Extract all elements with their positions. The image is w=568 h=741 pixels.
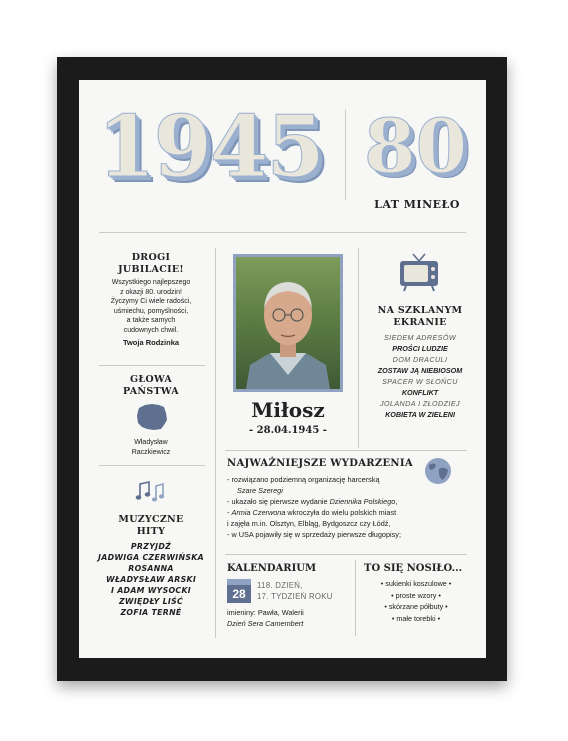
mid-rule-1 <box>225 450 467 451</box>
tv-show: SIEDEM ADRESÓW <box>383 333 457 342</box>
greeting-line: a także samych <box>126 317 176 324</box>
head-of-state-first-name: Władysław <box>134 439 168 446</box>
birth-date: - 28.04.1945 - <box>249 425 327 436</box>
tv-show: KONFLIKT <box>401 388 439 397</box>
greeting-text <box>95 278 207 335</box>
event-item: Szare Szeregi <box>237 486 283 495</box>
greeting-title-line2: JUBILACIE! <box>118 264 184 275</box>
event-item: - rozwiązano podziemną organizację harcerską <box>227 475 380 484</box>
greeting-line: Życzymy Ci wiele radości, <box>110 298 192 305</box>
calendar-day-number: 28 <box>227 585 251 603</box>
event-item: i zajęła m.in. Olsztyn, Elbląg, Bydgoszcz czy Łódź, <box>227 519 391 528</box>
person-name: Miłosz <box>251 398 325 422</box>
greeting-line: Wszystkiego najlepszego <box>111 279 191 286</box>
greeting-signature: Twoja Rodzinka <box>122 338 180 347</box>
head-of-state-title-line1: GŁOWA <box>129 374 173 385</box>
music-notes-icon <box>134 478 168 504</box>
music-title-line2: HITY <box>136 526 166 537</box>
left-rule-2 <box>99 465 205 466</box>
event-item: - Armia Czerwona wkroczyła do wielu polskich miast <box>227 508 397 517</box>
tv-title-line1: NA SZKLANYM <box>377 305 463 316</box>
music-hit: I ADAM WYSOCKI <box>111 586 191 595</box>
fashion-list <box>361 578 471 624</box>
events-list <box>227 474 467 540</box>
calendar-holiday: Dzień Sera Camembert <box>227 619 304 628</box>
fashion-item: • proste wzory • <box>391 590 441 600</box>
fashion-item: • skórzane półbuty • <box>384 602 448 611</box>
left-column-divider <box>215 248 216 638</box>
music-hit: PRZYJDŹ <box>130 542 172 551</box>
tv-icon <box>397 252 441 292</box>
greeting-line: uśmiechu, pomyślności, <box>113 307 189 315</box>
event-item: - w USA pojawiły się w sprzedaży pierwsze długopisy; <box>227 530 401 539</box>
music-hit: ZOFIA TERNÉ <box>120 608 182 617</box>
fashion-item: • małe torebki • <box>391 613 441 623</box>
poland-map-icon <box>135 402 169 432</box>
bottom-divider <box>355 560 356 636</box>
events-title: NAJWAŻNIEJSZE WYDARZENIA <box>227 458 413 469</box>
tv-show: KOBIETA W ZIELENI <box>385 410 455 419</box>
tv-shows-list <box>363 332 477 420</box>
year-heading: 1945 <box>97 97 323 196</box>
fashion-title: TO SIĘ NOSIŁO... <box>364 563 463 574</box>
years-passed-label: LAT MINEŁO <box>374 198 460 211</box>
tv-show: JOLANDA I ZŁODZIEJ <box>379 399 461 408</box>
left-rule-1 <box>99 365 205 366</box>
tv-show: PROŚCI LUDZIE <box>392 344 448 353</box>
music-hits-list <box>93 541 209 618</box>
music-hit: JADWIGA CZERWIŃSKA <box>98 553 204 562</box>
portrait-photo <box>233 254 343 392</box>
music-hit: ROSANNA <box>128 564 174 573</box>
calendar-icon <box>227 579 251 603</box>
event-item: - ukazało się pierwsze wydanie Dziennika Polskiego, <box>227 497 398 506</box>
tv-show: DOM DRACULI <box>392 355 448 364</box>
years-passed-number: 80 <box>364 104 467 190</box>
header-rule <box>99 232 466 233</box>
music-hit: WŁADYSŁAW ARSKI <box>105 575 197 584</box>
head-of-state-title-line2: PAŃSTWA <box>123 386 179 397</box>
header-divider <box>345 110 346 200</box>
tv-show: SPACER W SŁOŃCU <box>382 377 458 386</box>
tv-show: ZOSTAW JĄ NIEBIOSOM <box>377 366 463 375</box>
portrait-illustration <box>236 257 340 389</box>
greeting-line: cudownych chwil. <box>123 326 179 334</box>
calendar-day-of-year: 118. DZIEŃ, <box>257 581 303 590</box>
right-column-divider <box>358 248 359 448</box>
fashion-item: • sukienki koszulowe • <box>380 579 452 588</box>
calendar-name-days: imieniny: Pawła, Walerii <box>227 608 304 617</box>
poster <box>79 80 486 658</box>
music-title-line1: MUZYCZNE <box>118 514 184 525</box>
calendar-week: 17. TYDZIEŃ ROKU <box>257 592 333 601</box>
tv-title-line2: EKRANIE <box>393 317 447 328</box>
greeting-title-line1: DROGI <box>131 252 171 263</box>
mid-rule-2 <box>225 554 467 555</box>
music-hit: ZWIĘDŁY LIŚĆ <box>118 597 184 606</box>
greeting-line: z okazji 80. urodzin! <box>120 288 182 296</box>
head-of-state-last-name: Raczkiewicz <box>131 449 171 456</box>
calendar-title: KALENDARIUM <box>227 563 317 574</box>
